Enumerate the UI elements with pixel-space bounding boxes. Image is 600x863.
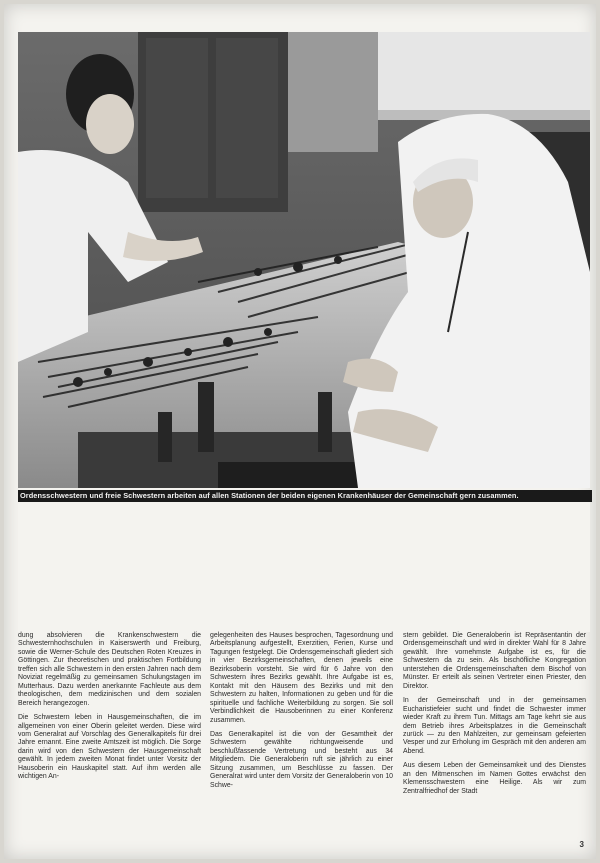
- text-column-2: [210, 632, 393, 796]
- paragraph: stern gebildet. Die Generaloberin ist Repräsentantin der Ordensgemeinschaft und wird in direkter Wahl für 8 Jahre gewählt. Ihre vornehmste Aufgabe ist es, für die Schwestern da zu sein. Als bischöfliche Kongregation unterstehen die Ordensgemeinschaften dem Bischof von Münster. Er erteilt als seinen Vertreter einen Priester, den Direktor.: [403, 632, 586, 690]
- paragraph: gelegenheiten des Hauses besprochen, Tagesordnung und Arbeitsplanung aufgestellt, Exerzitien, Ferien, Kurse und Tagungen festgelegt. Die Ordensgemeinschaft gliedert sich in vier Bezirksgemeinschaften, denen jeweils eine Bezirksoberin vorsteht. Sie wird für 6 Jahre von den Schwestern ihres Bezirks gewählt. Ihre Aufgabe ist es, Kontakt mit den Häusern des Bezirks und mit den Schwestern zu halten, Informationen zu geben und für die spirituelle und fachliche Weiterbildung zu sorgen. Sie soll Verbindlichkeit die Hausoberinnen zu einer Konferenz zusammen.: [210, 632, 393, 724]
- paragraph: dung absolvieren die Krankenschwestern die Schwesternhochschulen in Kaiserswerth und Freiburg, sowie die Werner-Schule des Deutschen Roten Kreuzes in Göttingen. Zur theoretischen und praktischen Fortbildung treffen sich alle Schwestern in den ersten Jahren nach dem Noviziat regelmäßig zu gemeinsamen Schulungstagen im Mutterhaus. Dazu werden anerkannte Fachleute aus dem theologischen, dem medizinischen und dem sozialen Bereich herangezogen.: [18, 632, 201, 707]
- blank-space: [18, 502, 590, 632]
- paragraph: Aus diesem Leben der Gemeinsamkeit und des Dienstes an den Mitmenschen im Namen Gottes erwächst den Klemensschwestern eine Heilige. Als wir zum Zentralfriedhof der Stadt: [403, 762, 586, 795]
- text-column-1: [18, 632, 201, 788]
- paragraph: Die Schwestern leben in Hausgemeinschaften, die im allgemeinen von einer Oberin geleitet werden. Diese wird vom Generalrat auf Vorschlag des Generalkapitels für drei Jahre ernannt. Eine zweite Amtszeit ist möglich. Die Sorge darin wird von den Schwestern der Hausgemeinschaft gewählt. In jedem zweiten Monat findet unter Vorsitz der Hausoberin ein Hauskapitel statt. Auf ihm werden alle wichtigen An-: [18, 714, 201, 781]
- paragraph: Das Generalkapitel ist die von der Gesamtheit der Schwestern gewählte richtungweisende und beschlußfassende Vertretung und besteht aus 34 Mitgliedern. Die Generaloberin ruft sie jährlich zu einer Sitzung zusammen, um Beschlüsse zu fassen. Der Generalrat wird unter dem Vorsitz der Generaloberin von 10 Schwe-: [210, 730, 393, 789]
- photograph-nurses-sorting-instruments: [18, 32, 590, 488]
- paragraph: In der Gemeinschaft und in der gemeinsamen Eucharistiefeier sucht und findet die Schwester immer wieder Kraft zu ihrem Tun. Mittags am Tage kehrt sie aus dem Betrieb ihres Arbeitsplatzes in die Gemeinschaft zurück — zu den Mahlzeiten, zur gemeinsam gefeierten Vesper und zur Erholung im Gespräch mit den anderen am Abend.: [403, 697, 586, 755]
- text-column-3: [403, 632, 586, 802]
- photo-caption: Ordensschwestern und freie Schwestern arbeiten auf allen Stationen der beiden eigenen Krankenhäuser der Gemeinschaft gern zusammen.: [18, 490, 592, 502]
- magazine-page: [4, 4, 596, 859]
- page-number: 3: [579, 840, 584, 849]
